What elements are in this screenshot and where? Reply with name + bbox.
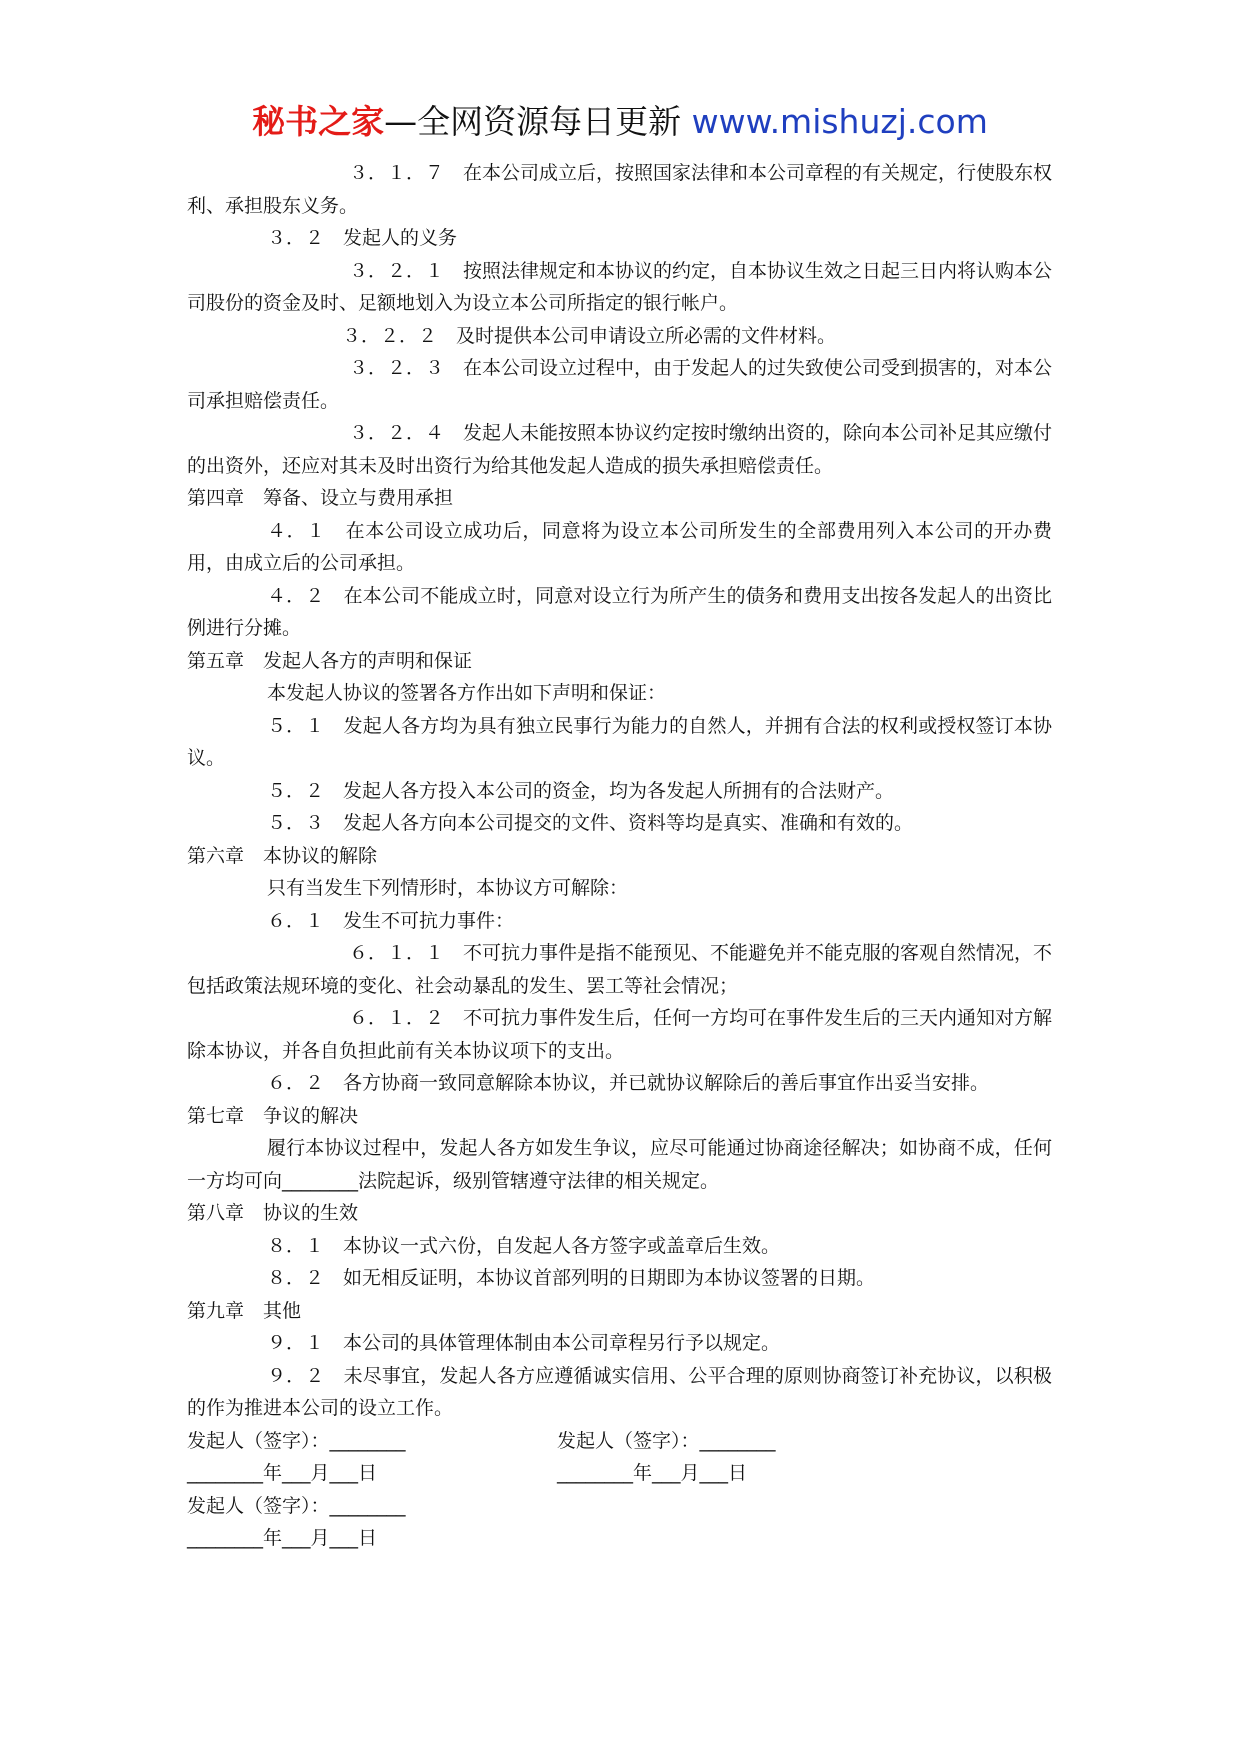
page-header [0, 100, 1240, 144]
date-field-1[interactable]: ________年___月___日 [187, 1462, 378, 1484]
date-row [187, 1522, 1052, 1555]
clause-paragraph: ５．１ 发起人各方均为具有独立民事行为能力的自然人，并拥有合法的权利或授权签订本协议。 [187, 714, 1052, 769]
chapter-heading: 第四章 筹备、设立与费用承担 [187, 487, 454, 509]
clause-paragraph: 履行本协议过程中，发起人各方如发生争议，应尽可能通过协商途径解决；如协商不成，任何一方均可向________法院起诉，级别管辖遵守法律的相关规定。 [187, 1137, 1052, 1192]
clause-paragraph: ５．３ 发起人各方向本公司提交的文件、资料等均是真实、准确和有效的。 [267, 812, 914, 834]
clause-paragraph: ３．１．７ 在本公司成立后，按照国家法律和本公司章程的有关规定，行使股东权利、承担股东义务。 [187, 162, 1053, 217]
clause-paragraph: ３．２．４ 发起人未能按照本协议约定按时缴纳出资的，除向本公司补足其应缴付的出资外，还应对其未及时出资行为给其他发起人造成的损失承担赔偿责任。 [187, 422, 1053, 477]
clause-paragraph: ８．１ 本协议一式六份，自发起人各方签字或盖章后生效。 [267, 1234, 781, 1257]
clause-paragraph: ９．２ 未尽事宜，发起人各方应遵循诚实信用、公平合理的原则协商签订补充协议，以积极的作为推进本公司的设立工作。 [187, 1364, 1052, 1419]
clause-paragraph: ３．２ 发起人的义务 [267, 227, 458, 249]
clause-paragraph: ３．２．３ 在本公司设立过程中，由于发起人的过失致使公司受到损害的，对本公司承担赔偿责任。 [187, 357, 1053, 412]
paragraph-list [187, 157, 1052, 1425]
clause-paragraph: ６．１ 发生不可抗力事件： [267, 909, 515, 932]
signature-field-3[interactable]: 发起人（签字）：________ [187, 1494, 406, 1517]
chapter-heading: 第六章 本协议的解除 [187, 844, 378, 867]
site-slogan: —全网资源每日更新 [384, 102, 692, 141]
signature-field-2[interactable]: 发起人（签字）：________ [557, 1429, 776, 1452]
clause-paragraph: ６．２ 各方协商一致同意解除本协议，并已就协议解除后的善后事宜作出妥当安排。 [267, 1072, 990, 1094]
clause-paragraph: ４．２ 在本公司不能成立时，同意对设立行为所产生的债务和费用支出按各发起人的出资比例进行分摊。 [187, 584, 1052, 639]
clause-paragraph: ４．１ 在本公司设立成功后，同意将为设立本公司所发生的全部费用列入本公司的开办费用，由成立后的公司承担。 [187, 519, 1052, 574]
clause-paragraph: ６．１．１ 不可抗力事件是指不能预见、不能避免并不能克服的客观自然情况，不包括政策法规环境的变化、社会动暴乱的发生、罢工等社会情况； [187, 942, 1053, 997]
chapter-heading: 第八章 协议的生效 [187, 1202, 359, 1224]
date-field-3[interactable]: ________年___月___日 [187, 1527, 378, 1549]
clause-paragraph: ５．２ 发起人各方投入本公司的资金，均为各发起人所拥有的合法财产。 [267, 779, 895, 802]
signature-block [187, 1425, 1052, 1555]
chapter-heading: 第九章 其他 [187, 1299, 302, 1322]
clause-paragraph: ９．１ 本公司的具体管理体制由本公司章程另行予以规定。 [267, 1332, 781, 1354]
date-field-2[interactable]: ________年___月___日 [557, 1462, 748, 1484]
clause-paragraph: ３．２．１ 按照法律规定和本协议的约定，自本协议生效之日起三日内将认购本公司股份的资金及时、足额地划入为设立本公司所指定的银行帐户。 [187, 259, 1053, 314]
chapter-heading: 第五章 发起人各方的声明和保证 [187, 649, 473, 672]
chapter-heading: 第七章 争议的解决 [187, 1104, 359, 1127]
site-url-link[interactable]: www.mishuzj.com [691, 102, 988, 141]
date-row [187, 1457, 1052, 1490]
signature-field-1[interactable]: 发起人（签字）：________ [187, 1429, 406, 1452]
clause-paragraph: ６．１．２ 不可抗力事件发生后，任何一方均可在事件发生后的三天内通知对方解除本协议，并各自负担此前有关本协议项下的支出。 [187, 1007, 1053, 1062]
clause-paragraph: ３．２．２ 及时提供本公司申请设立所必需的文件材料。 [342, 324, 837, 347]
clause-paragraph: 只有当发生下列情形时，本协议方可解除： [267, 877, 629, 899]
site-brand: 秘书之家 [252, 102, 385, 141]
agreement-body [187, 157, 1052, 1555]
signature-row [187, 1425, 1052, 1458]
signature-row [187, 1490, 1052, 1523]
clause-paragraph: ８．２ 如无相反证明，本协议首部列明的日期即为本协议签署的日期。 [267, 1267, 876, 1289]
clause-paragraph: 本发起人协议的签署各方作出如下声明和保证： [267, 682, 667, 704]
